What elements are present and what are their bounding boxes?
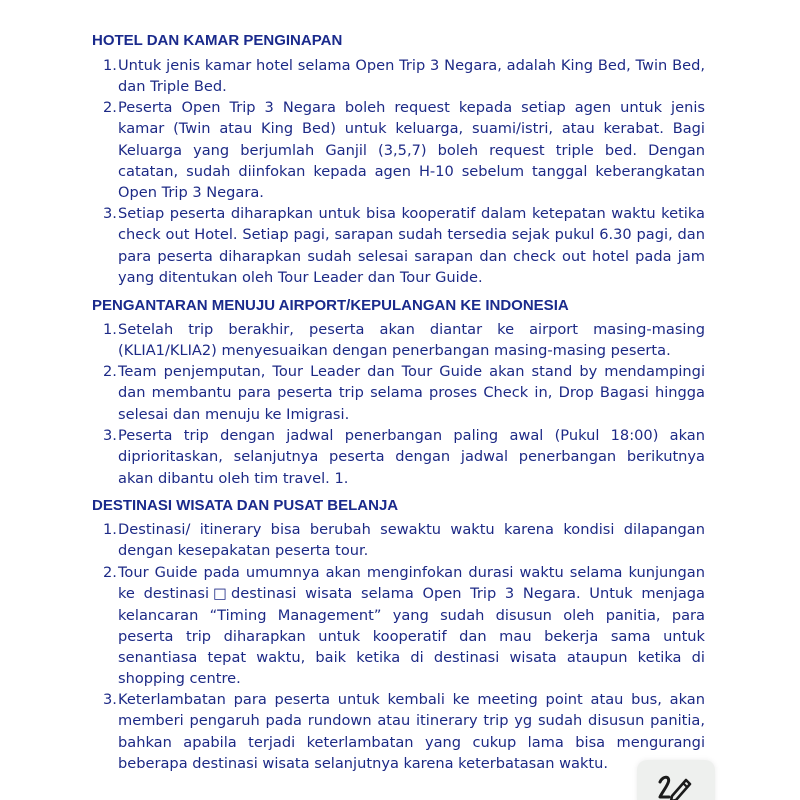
item-text: Keterlambatan para peserta untuk kembali ke meeting point atau bus, akan memberi pengaruh pada rundown atau itinerary trip yg sudah disusun panitia, bahkan apabila terjadi keterlambatan yang cukup lama bisa mengurangi beberapa destinasi wisata selanjutnya karena keterbatasan waktu. (118, 691, 705, 772)
section-title-hotel: HOTEL DAN KAMAR PENGINAPAN (92, 32, 343, 49)
item-text: Peserta trip dengan jadwal penerbangan paling awal (Pukul 18:00) akan diprioritaskan, selanjutnya peserta dengan jadwal penerbangan berikutnya akan dibantu oleh tim travel. 1. (118, 427, 705, 487)
item-text: Tour Guide pada umumnya akan menginfokan durasi waktu selama kunjungan ke destinasi□destinasi wisata selama Open Trip 3 Negara. Untuk menjaga kelancaran “Timing Management” yang sudah disusun oleh panitia, para peserta trip diharapkan untuk kooperatif dan mau bekerja sama untuk senantiasa tepat waktu, baik ketika di destinasi wisata ataupun ketika di shopping centre. (118, 564, 705, 688)
item-text: Peserta Open Trip 3 Negara boleh request kepada setiap agen untuk jenis kamar (Twin atau King Bed) untuk keluarga, suami/istri, atau kerabat. Bagi Keluarga yang berjumlah Ganjil (3,5,7) boleh request triple bed. Dengan catatan, sudah diinfokan kepada agen H-10 sebelum tanggal keberangkatan Open Trip 3 Negara. (118, 99, 705, 202)
item-number: 1. (103, 521, 117, 538)
list-item (103, 689, 705, 774)
item-number: 2. (103, 564, 117, 581)
list-item (103, 519, 705, 562)
item-text: Destinasi/ itinerary bisa berubah sewaktu waktu karena kondisi dilapangan dengan kesepakatan peserta tour. (118, 521, 705, 560)
list-item (103, 319, 705, 362)
item-text: Setiap peserta diharapkan untuk bisa kooperatif dalam ketepatan waktu ketika check out Hotel. Setiap pagi, sarapan sudah tersedia sejak pukul 6.30 pagi, dan para peserta diharapkan sudah selesai sarapan dan check out hotel pada jam yang ditentukan oleh Tour Leader dan Tour Guide. (118, 205, 705, 286)
item-number: 3. (103, 691, 117, 708)
list-item (103, 97, 705, 203)
item-text: Untuk jenis kamar hotel selama Open Trip 3 Negara, adalah King Bed, Twin Bed, dan Triple Bed. (118, 57, 705, 96)
edit-button[interactable] (637, 760, 715, 800)
list-item (103, 425, 705, 489)
item-number: 2. (103, 363, 117, 380)
list-item (103, 203, 705, 288)
item-number: 1. (103, 57, 117, 74)
item-number: 2. (103, 99, 117, 116)
item-number: 3. (103, 205, 117, 222)
section-title-destinasi: DESTINASI WISATA DAN PUSAT BELANJA (92, 497, 399, 514)
list-item (103, 562, 705, 690)
section-title-airport: PENGANTARAN MENUJU AIRPORT/KEPULANGAN KE INDONESIA (92, 297, 569, 314)
item-number: 1. (103, 321, 117, 338)
list-item (103, 55, 705, 98)
item-number: 3. (103, 427, 117, 444)
list-item (103, 361, 705, 425)
item-text: Setelah trip berakhir, peserta akan diantar ke airport masing-masing (KLIA1/KLIA2) menyesuaikan dengan penerbangan masing-masing peserta. (118, 321, 705, 360)
item-text: Team penjemputan, Tour Leader dan Tour Guide akan stand by mendampingi dan membantu para peserta trip selama proses Check in, Drop Bagasi hingga selesai dan menuju ke Imigrasi. (118, 363, 705, 423)
